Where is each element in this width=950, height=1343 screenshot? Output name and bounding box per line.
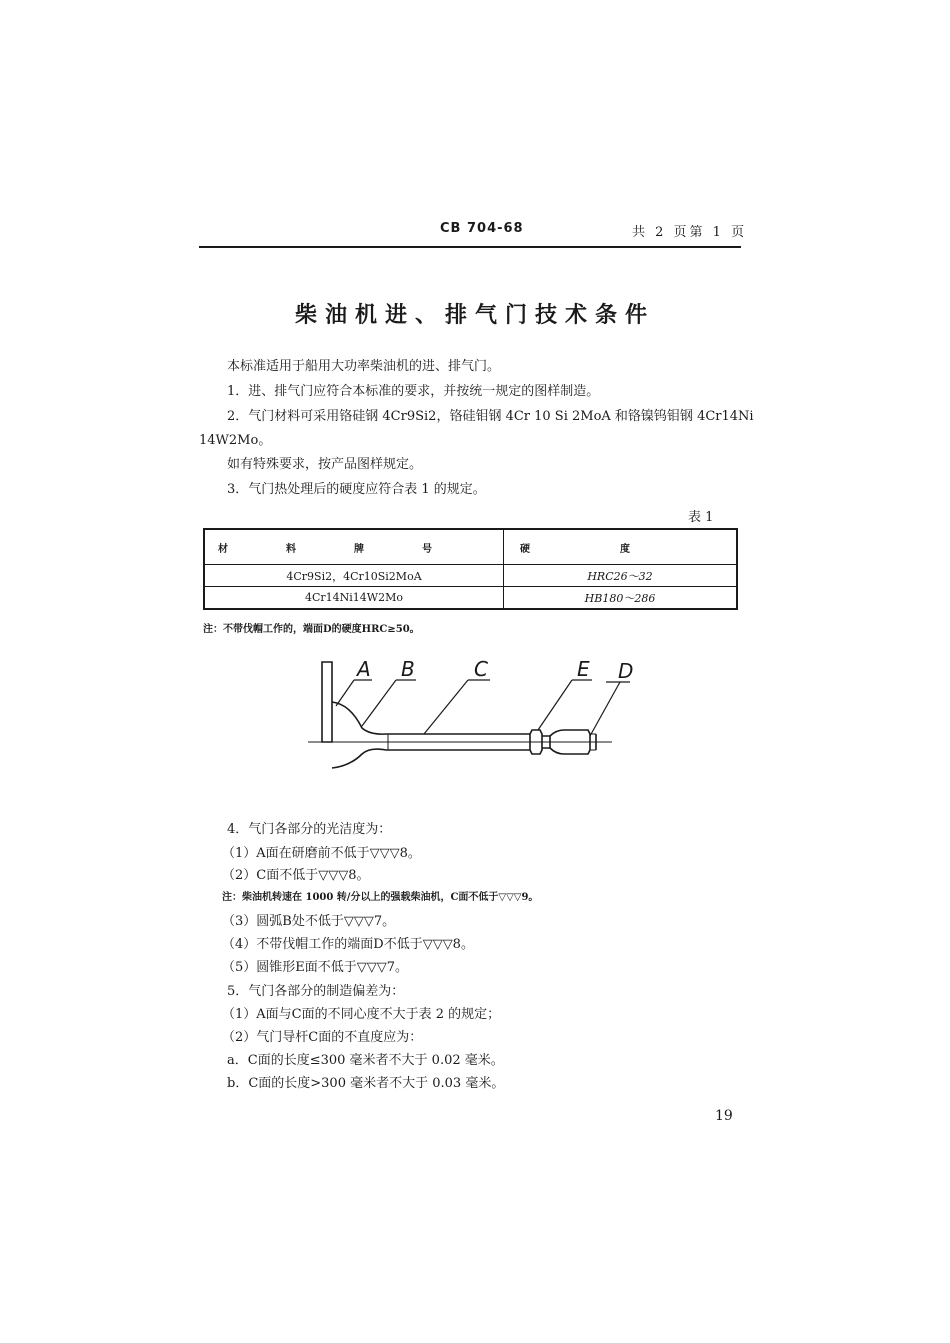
clause-5-item-1: （1）A面与C面的不同心度不大于表 2 的规定； [222, 1007, 501, 1022]
clause-4-item-1: （1）A面在研磨前不低于▽▽▽8。 [222, 846, 421, 861]
clause-4-item-3: （3）圆弧B处不低于▽▽▽7。 [222, 914, 396, 929]
clause-2-line1: 2．气门材料可采用铬硅钢 4Cr9Si2，铬硅钼钢 4Cr 10 Si 2MoA 和铬镍钨钼钢 4Cr14Ni [227, 409, 754, 424]
leader-e [538, 680, 572, 730]
intro-paragraph: 本标准适用于船用大功率柴油机的进、排气门。 [227, 359, 501, 374]
clause-4-item-5: （5）圆锥形E面不低于▽▽▽7。 [222, 960, 409, 975]
clause-2-line2: 14W2Mo。 [199, 433, 272, 448]
label-c: C [474, 657, 488, 681]
header-rule [199, 246, 741, 248]
clause-1: 1．进、排气门应符合本标准的要求，并按统一规定的图样制造。 [227, 384, 600, 399]
clause-4-heading: 4．气门各部分的光洁度为： [227, 822, 392, 837]
table-label: 表 1 [688, 510, 714, 525]
label-d: D [618, 659, 634, 683]
table-header-row [204, 529, 737, 565]
label-e: E [577, 657, 590, 681]
clause-4-item-4: （4）不带伐帽工作的端面D不低于▽▽▽8。 [222, 937, 474, 952]
clause-3: 3．气门热处理后的硬度应符合表 1 的规定。 [227, 482, 486, 497]
table-cell-hardness: HB180～286 [504, 587, 738, 610]
clause-4-item-2: （2）C面不低于▽▽▽8。 [222, 868, 370, 883]
clause-5-item-a: a．C面的长度≤300 毫米者不大于 0.02 毫米。 [227, 1053, 504, 1068]
leader-b [362, 680, 396, 726]
label-a: A [357, 657, 371, 681]
valve-fillet-top [332, 702, 386, 734]
valve-head-face [322, 662, 332, 742]
table-header-hardness: 硬度 [504, 529, 738, 565]
page-count: 共 2 页第 1 页 [632, 225, 748, 240]
leader-c [424, 680, 468, 734]
valve-fillet-bottom [332, 749, 386, 768]
table-row [204, 587, 737, 610]
standard-code: CB 704-68 [440, 221, 524, 236]
clause-5-heading: 5．气门各部分的制造偏差为： [227, 984, 405, 999]
clause-2-note: 如有特殊要求，按产品图样规定。 [227, 457, 423, 472]
leader-a [336, 680, 354, 706]
table-cell-material: 4Cr14Ni14W2Mo [204, 587, 504, 610]
clause-5-item-2: （2）气门导杆C面的不直度应为： [222, 1030, 423, 1045]
valve-diagram [300, 650, 640, 770]
table-cell-material: 4Cr9Si2，4Cr10Si2MoA [204, 565, 504, 587]
page-number: 19 [715, 1108, 733, 1124]
clause-5-item-b: b．C面的长度>300 毫米者不大于 0.03 毫米。 [227, 1076, 505, 1091]
document-title: 柴油机进、排气门技术条件 [294, 303, 655, 328]
label-b: B [401, 657, 415, 681]
leader-d [590, 682, 620, 736]
table-row [204, 565, 737, 587]
table-cell-hardness: HRC26～32 [504, 565, 738, 587]
table-header-material: 材料牌号 [204, 529, 504, 565]
clause-4-note: 注：柴油机转速在 1000 转/分以上的强载柴油机，C面不低于▽▽▽9。 [222, 892, 539, 903]
hardness-table [203, 528, 738, 610]
table-note: 注：不带伐帽工作的，端面D的硬度HRC≥50。 [203, 624, 420, 635]
